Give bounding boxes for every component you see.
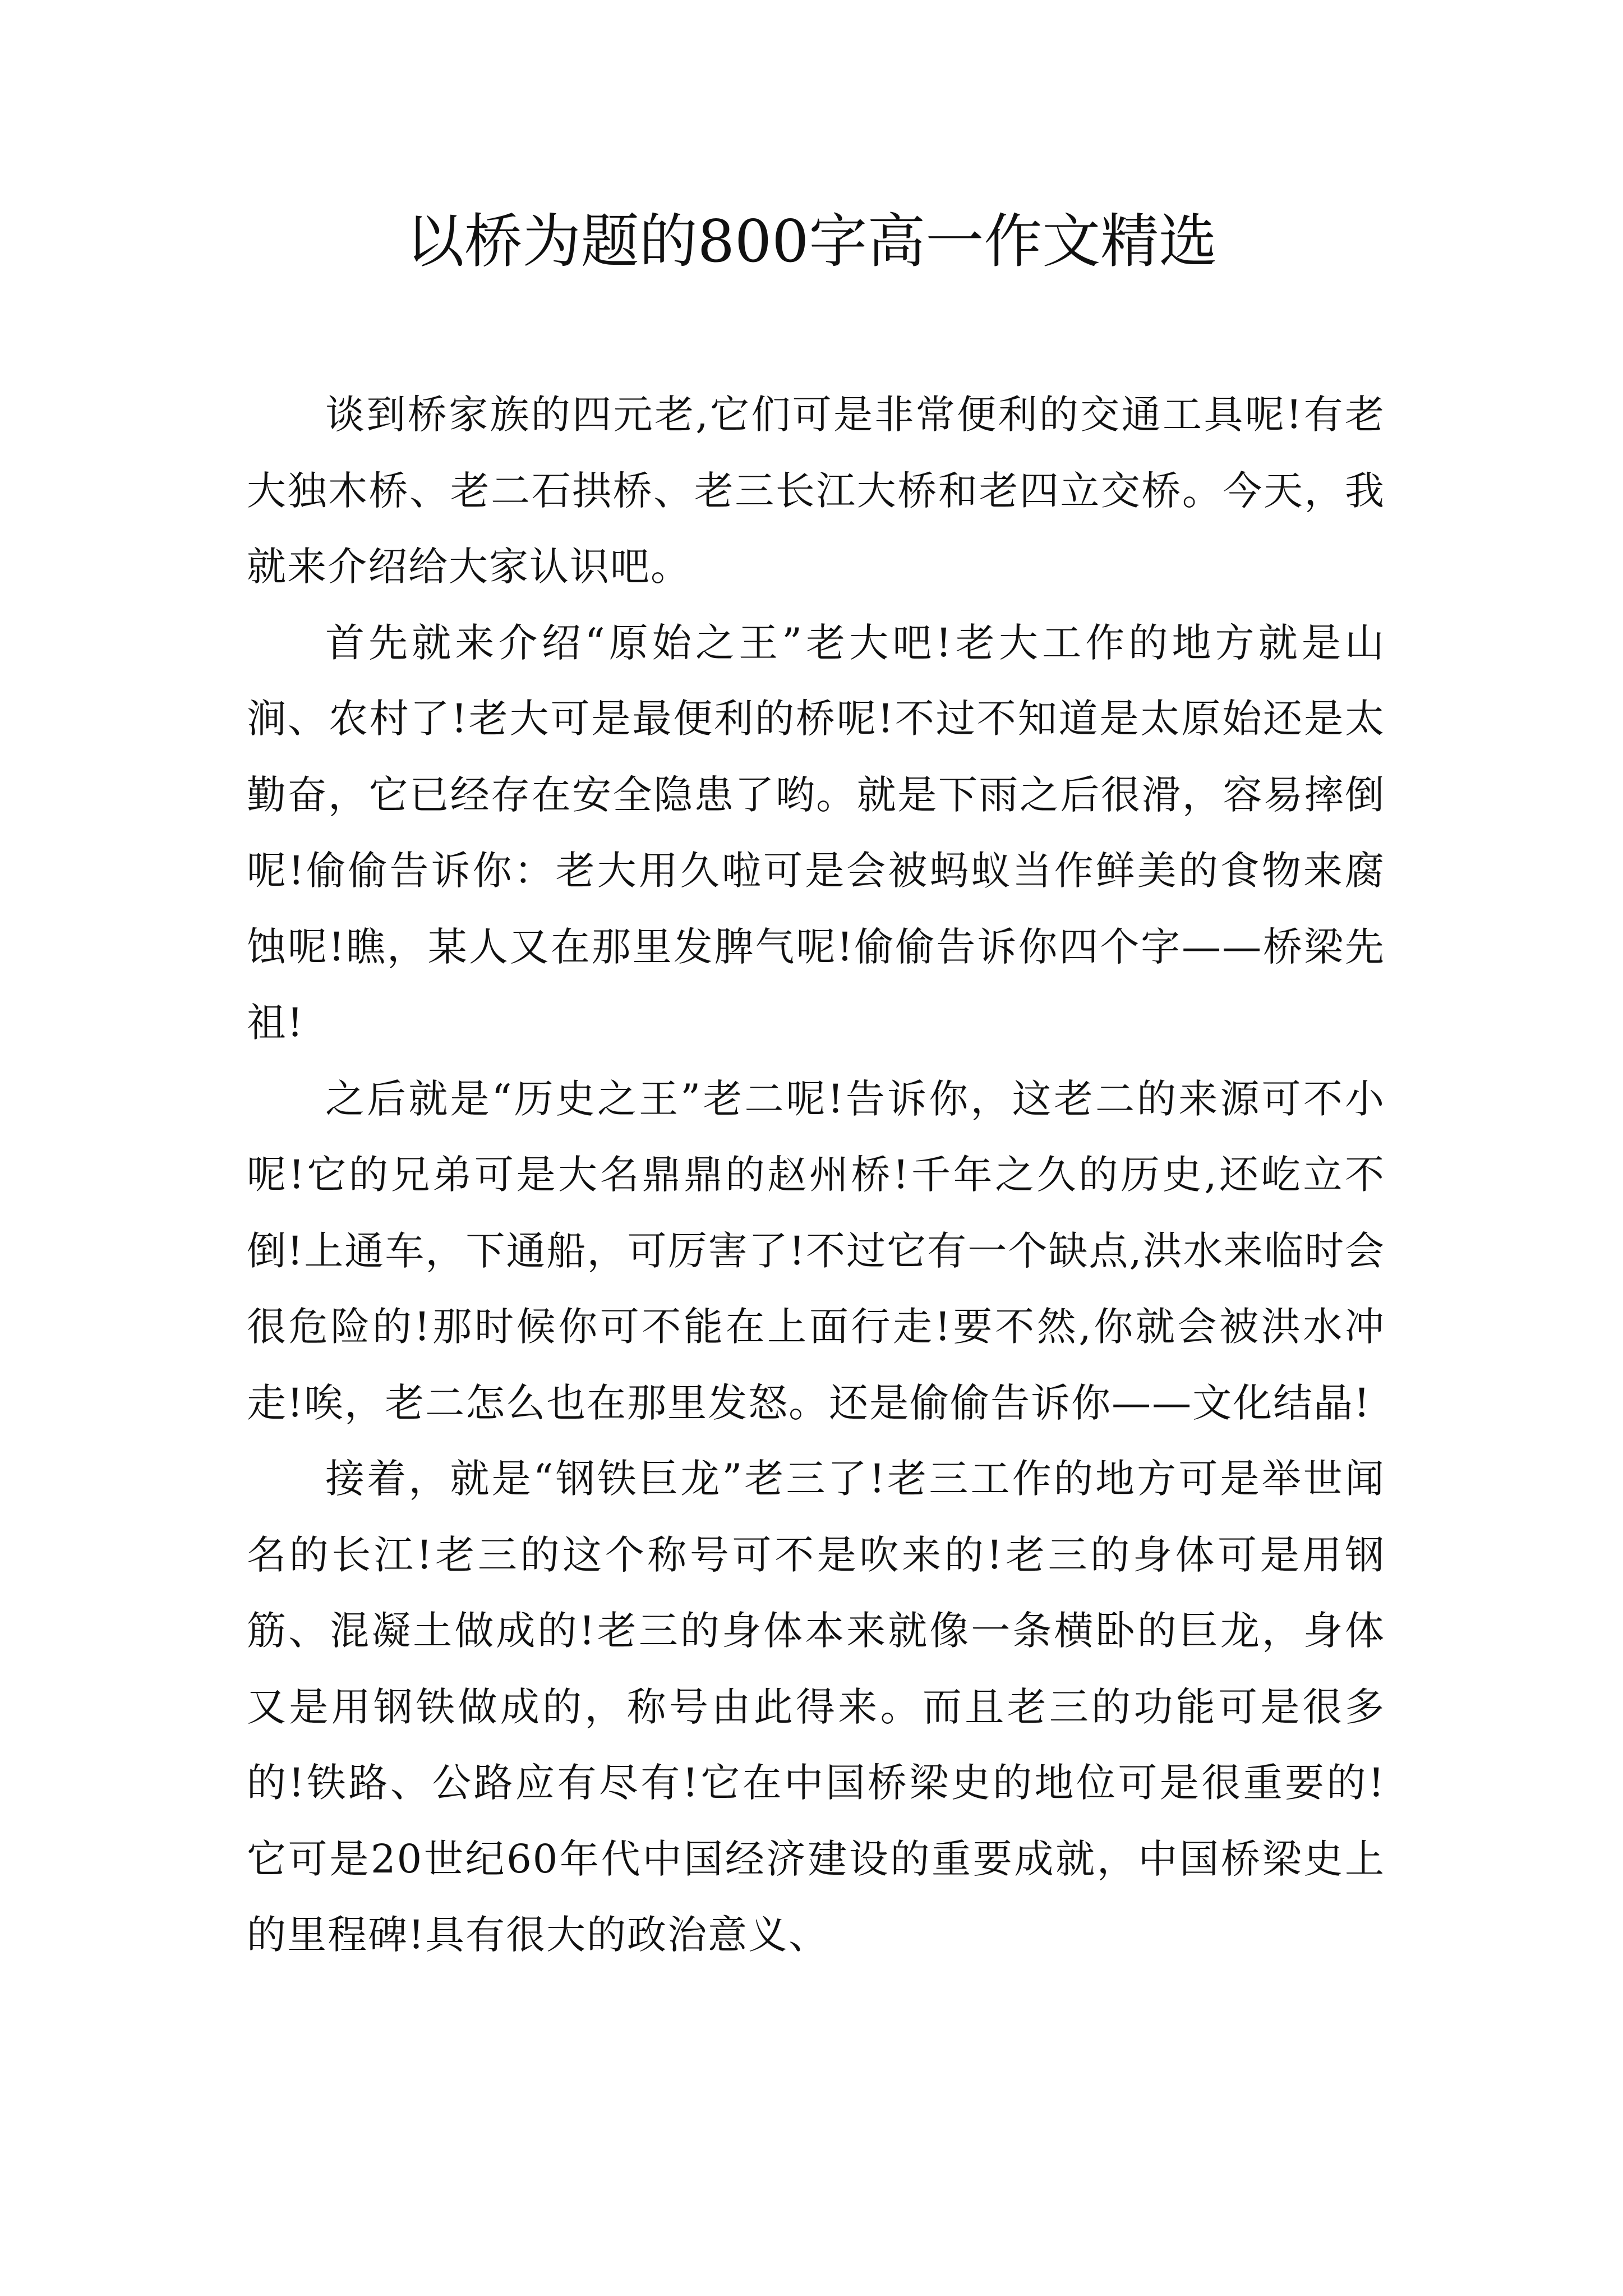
paragraph-2: 首先就来介绍“原始之王”老大吧!老大工作的地方就是山涧、农村了!老大可是最便利的桥呢!不过不知道是太原始还是太勤奋，它已经存在安全隐患了哟。就是下雨之后很滑，容易摔倒呢!偷偷告诉你：老大用久啦可是会被蚂蚁当作鲜美的食物来腐蚀呢!瞧，某人又在那里发脾气呢!偷偷告诉你四个字——桥梁先祖! bbox=[247, 619, 1385, 1046]
document-title: 以桥为题的800字高一作文精选 bbox=[405, 207, 1218, 275]
paragraph-4: 接着，就是“钢铁巨龙”老三了!老三工作的地方可是举世闻名的长江!老三的这个称号可不是吹来的!老三的身体可是用钢筋、混凝土做成的!老三的身体本来就像一条横卧的巨龙，身体又是用钢铁做成的，称号由此得来。而且老三的功能可是很多的!铁路、公路应有尽有!它在中国桥梁史的地位可是很重要的!它可是20世纪60年代中国经济建设的重要成就，中国桥梁史上的里程碑!具有很大的政治意义、 bbox=[247, 1456, 1385, 1958]
paragraph-3: 之后就是“历史之王”老二呢!告诉你，这老二的来源可不小呢!它的兄弟可是大名鼎鼎的赵州桥!千年之久的历史,还屹立不倒!上通车，下通船，可厉害了!不过它有一个缺点,洪水来临时会很危险的!那时候你可不能在上面行走!要不然,你就会被洪水冲走!唉，老二怎么也在那里发怒。还是偷偷告诉你——文化结晶! bbox=[247, 1075, 1385, 1426]
document-body bbox=[247, 377, 1385, 1973]
paragraph-1: 谈到桥家族的四元老,它们可是非常便利的交通工具呢!有老大独木桥、老二石拱桥、老三长江大桥和老四立交桥。今天，我就来介绍给大家认识吧。 bbox=[247, 392, 1385, 590]
